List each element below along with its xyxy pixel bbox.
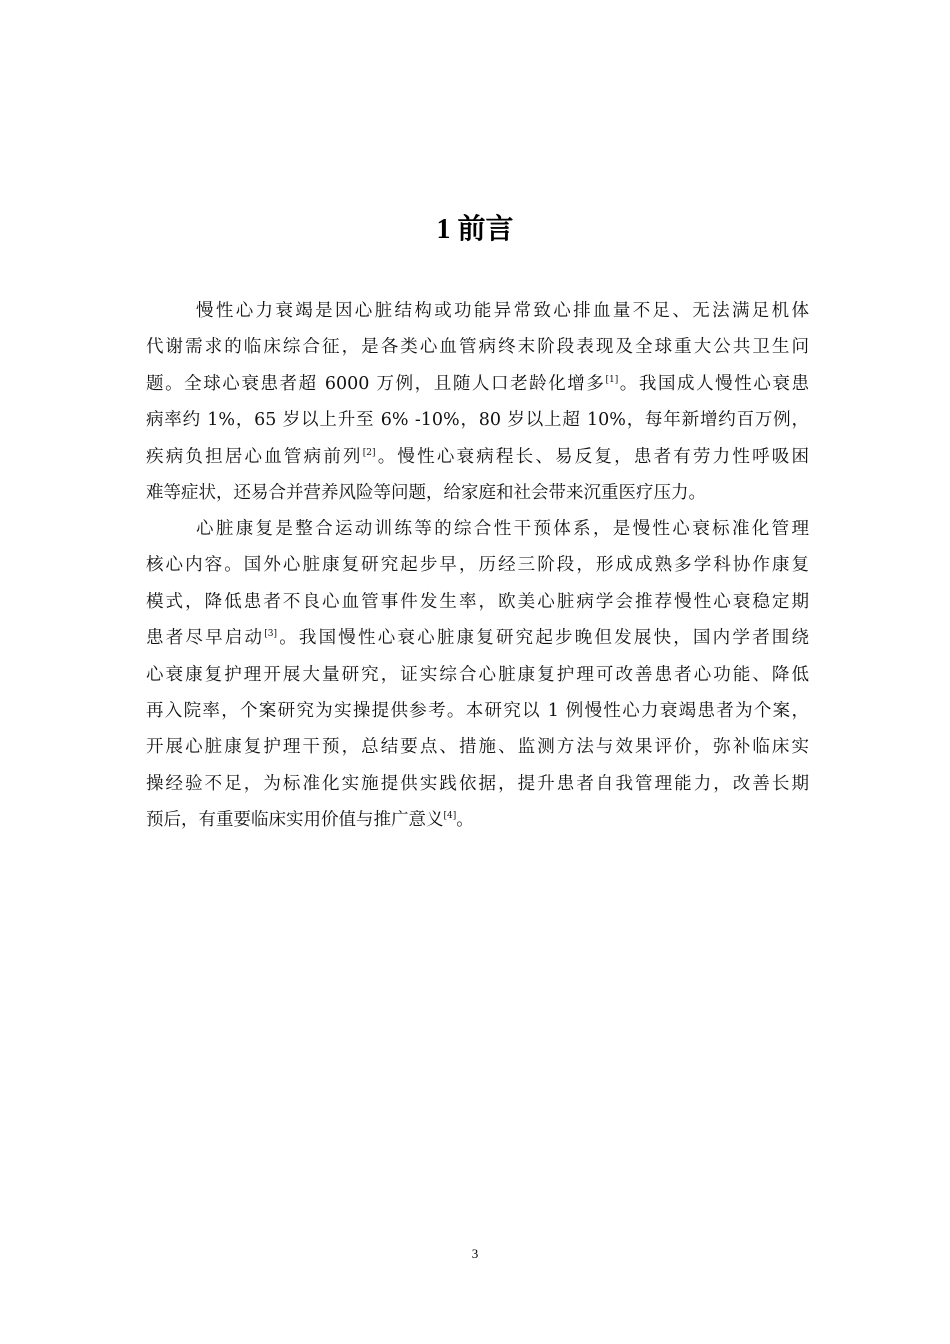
text-run: 代谢需求的临床综合征，是各类心血管病终末阶段表现及全球重大公共卫生问 [146,337,809,358]
paragraph-2-line [146,802,809,838]
paragraph-2-line [146,584,809,620]
text-run: 难等症状，还易合并营养风险等问题，给家庭和社会带来沉重医疗压力。 [146,483,706,503]
text-run: 患者尽早启动 [146,628,265,649]
paragraph-2-line [196,511,809,547]
text-run: 慢性心力衰竭是因心脏结构或功能异常致心排血量不足、无法满足机体 [196,301,809,321]
text-run: 。我国成人慢性心衰患 [618,373,809,394]
paragraph-1-line [146,366,809,402]
text-run: 病率约 1%，65 岁以上升至 6% -10%，80 岁以上超 10%，每年新增约百万例， [146,410,809,431]
text-run: 。慢性心衰病程长、易反复，患者有劳力性呼吸困 [375,446,809,467]
paragraph-2-line [146,766,809,802]
text-run: 。 [456,810,474,831]
text-run: 操经验不足，为标准化实施提供实践依据，提升患者自我管理能力，改善长期 [146,773,809,794]
text-run: 开展心脏康复护理干预，总结要点、措施、监测方法与效果评价，弥补临床实 [146,737,809,758]
page-number: 3 [471,1246,479,1261]
paragraph-1-line [146,402,809,438]
paragraph-2-line [146,620,809,656]
paragraph-2-line [146,547,809,583]
paragraph-1-line [196,293,809,329]
paragraph-2-line [146,693,809,729]
text-run: 核心内容。国外心脏康复研究起步早，历经三阶段，形成成熟多学科协作康复 [146,555,809,576]
citation-marker: [2] [362,447,376,458]
paragraph-1-line [146,475,809,511]
citation-marker: [1] [605,374,619,385]
text-run: 心脏康复是整合运动训练等的综合性干预体系，是慢性心衰标准化管理 [196,519,809,539]
section-heading: 1 前言 [436,214,514,245]
citation-marker: [3] [264,629,277,640]
paragraph-2-line [146,657,809,693]
paragraph-1-line [146,329,809,365]
text-run: 。我国慢性心衰心脏康复研究起步晚但发展快，国内学者围绕 [276,628,810,649]
text-run: 题。全球心衰患者超 6000 万例，且随人口老龄化增多 [146,373,606,394]
paragraph-2-line [146,729,809,765]
text-run: 疾病负担居心血管病前列 [146,446,363,467]
citation-marker: [4] [443,811,457,822]
text-run: 心衰康复护理开展大量研究，证实综合心脏康复护理可改善患者心功能、降低 [146,664,809,685]
paragraph-1-line [146,439,809,475]
text-run: 预后，有重要临床实用价值与推广意义 [146,810,444,831]
text-run: 再入院率，个案研究为实操提供参考。本研究以 1 例慢性心力衰竭患者为个案， [146,701,809,721]
text-run: 模式，降低患者不良心血管事件发生率，欧美心脏病学会推荐慢性心衰稳定期 [146,591,809,612]
